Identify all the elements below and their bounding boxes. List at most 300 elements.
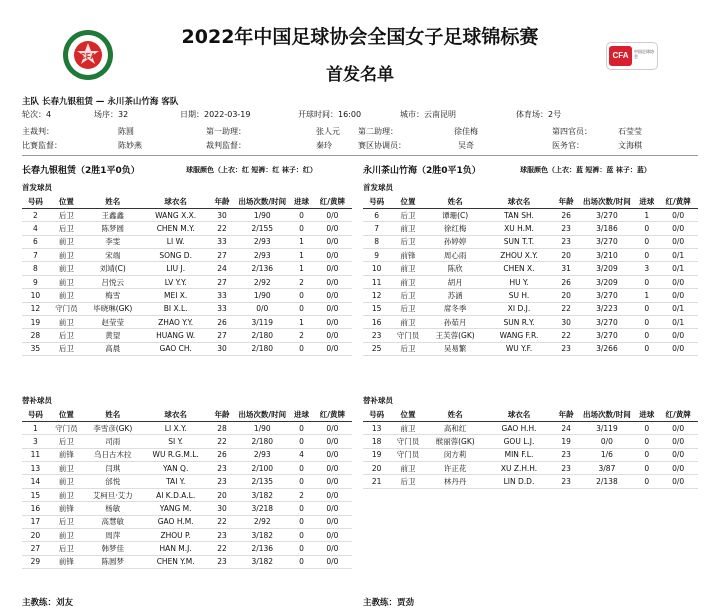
table-cell: 前卫 [49,249,84,262]
table-cell: 0/0 [658,235,698,248]
table-cell: CHEN M.Y. [142,222,210,235]
table-cell: 0/0 [313,502,352,515]
table-cell: 0/0 [313,421,352,434]
table-cell: 0/0 [658,208,698,221]
table-cell: 后卫 [49,222,84,235]
table-cell: 后卫 [49,329,84,342]
table-cell: 0 [290,475,313,488]
table-header-row [22,195,352,208]
table-cell: 11 [363,275,390,288]
table-cell: 19 [22,316,49,329]
column-header: 出场次数/时间 [579,408,636,421]
table-row [22,435,352,448]
table-cell: 0 [635,462,658,475]
table-cell: GAO H.H. [484,421,553,434]
table-cell: 21 [363,475,390,488]
table-cell: 22 [210,222,235,235]
table-cell: 3/186 [579,222,636,235]
table-row [363,342,698,355]
table-cell: 周萍 [84,529,142,542]
match-teams: 主队 长春九银租赁 — 永川茶山竹海 客队 [22,97,179,107]
column-header: 号码 [363,408,390,421]
page-subtitle: 首发名单 [326,65,394,85]
table-cell: 0 [290,555,313,568]
table-cell: 0 [635,475,658,488]
column-header: 姓名 [426,408,485,421]
table-cell: 吕悦云 [84,275,142,288]
home-team-colors: 球服颜色（上衣：红 短裤：红 袜子：红） [186,166,317,174]
table-cell: 吴易繁 [426,342,485,355]
table-cell: 谭珊(C) [426,208,485,221]
table-cell: WANG X.X. [142,208,210,221]
table-cell: 3/182 [234,555,290,568]
table-cell: 孙婷婷 [426,235,485,248]
table-cell: 2/138 [579,475,636,488]
table-row [363,275,698,288]
table-cell: 乌日古木拉 [84,448,142,461]
table-cell: 王鑫鑫 [84,208,142,221]
table-cell: MIN F.L. [484,448,553,461]
table-cell: 陈梦圆 [84,222,142,235]
table-cell: WU Y.F. [484,342,553,355]
table-cell: SUN R.Y. [484,316,553,329]
table-cell: 0/0 [313,529,352,542]
away-starters-table [363,195,698,356]
table-cell: 22 [210,515,235,528]
table-cell: YAN Q. [142,462,210,475]
table-cell: 前锋 [49,448,84,461]
table-cell: 2 [22,208,49,221]
table-cell: 周心雨 [426,249,485,262]
table-row [22,542,352,555]
table-cell: 0/0 [313,208,352,221]
table-cell: 前卫 [390,316,426,329]
table-cell: 前卫 [49,289,84,302]
table-cell: 守门员 [390,329,426,342]
table-cell: 3/182 [234,529,290,542]
kickoff: 开球时间：16:00 [298,110,362,119]
table-cell: 0/0 [313,342,352,355]
table-cell: 前卫 [390,275,426,288]
table-cell: 3/270 [579,329,636,342]
table-cell: XU Z.H.H. [484,462,553,475]
table-cell: 27 [210,249,235,262]
table-row [22,249,352,262]
table-cell: 22 [554,329,579,342]
table-cell: 后卫 [390,475,426,488]
away-subs-table [363,408,698,489]
table-row [363,462,698,475]
home-team-name: 长春九银租赁（2胜1平0负） [22,166,140,176]
table-cell: 1/90 [234,421,290,434]
table-cell: 15 [22,488,49,501]
table-cell: 后卫 [49,208,84,221]
table-cell: 30 [210,342,235,355]
column-header: 姓名 [426,195,485,208]
table-row [22,555,352,568]
table-cell: 6 [363,208,390,221]
table-cell: 0/0 [658,275,698,288]
table-cell: ZHOU X.Y. [484,249,553,262]
table-cell: 0/0 [313,448,352,461]
table-row [22,222,352,235]
column-header: 红/黄牌 [658,195,698,208]
table-cell: 高慧敏 [84,515,142,528]
table-row [22,208,352,221]
table-cell: 1 [635,208,658,221]
table-cell: AI K.D.A.L. [142,488,210,501]
column-header: 年龄 [554,408,579,421]
table-row [363,475,698,488]
table-cell: 3/210 [579,249,636,262]
table-cell: 0 [635,421,658,434]
table-cell: 24 [554,421,579,434]
table-cell: 30 [210,208,235,221]
table-cell: 2/92 [234,275,290,288]
table-cell: 李雪彦(GK) [84,421,142,434]
round: 轮次：4 [22,110,52,119]
table-cell: 艾柯旦·艾力 [84,488,142,501]
table-cell: 19 [554,435,579,448]
table-cell: 23 [554,475,579,488]
table-cell: 陈欣 [426,262,485,275]
table-cell: 2/100 [234,462,290,475]
table-cell: 31 [554,262,579,275]
table-cell: 梅雪 [84,289,142,302]
table-cell: 李雯 [84,235,142,248]
table-cell: 0/0 [658,222,698,235]
table-cell: 2 [290,275,313,288]
table-cell: 7 [22,249,49,262]
column-header: 球衣名 [484,195,553,208]
table-cell: 0 [290,435,313,448]
table-cell: 15 [363,302,390,315]
table-cell: 许正花 [426,462,485,475]
table-row [363,316,698,329]
table-cell: 前卫 [49,529,84,542]
table-cell: 0/0 [658,462,698,475]
table-cell: 7 [363,222,390,235]
field-order: 场序：32 [94,110,129,119]
table-cell: 毕晓琳(GK) [84,302,142,315]
table-cell: 孙茹月 [426,316,485,329]
table-row [22,342,352,355]
table-cell: 1/90 [234,208,290,221]
table-cell: 0 [290,421,313,434]
cfa-brand-logo: CFA 中国足球协会 [606,42,658,70]
table-cell: GAO H.M. [142,515,210,528]
table-cell: 9 [363,249,390,262]
header [0,0,720,92]
table-cell: CHEN X. [484,262,553,275]
table-cell: 0/0 [313,515,352,528]
table-cell: SU H. [484,289,553,302]
table-cell: 0 [290,222,313,235]
table-cell: 高和红 [426,421,485,434]
table-cell: 闫琪 [84,462,142,475]
officials-row-2: 比赛监督： 陈妙燕 裁判监督： 秦玲 赛区协调员： 吴奇 医务官： 文海棋 [22,141,642,150]
column-header: 姓名 [84,408,142,421]
table-cell: TAN SH. [484,208,553,221]
table-cell: LI X.Y. [142,421,210,434]
away-subs-label: 替补球员 [363,396,393,405]
table-row [22,316,352,329]
table-row [22,275,352,288]
table-cell: 26 [554,275,579,288]
table-row [363,421,698,434]
table-cell: 0 [635,302,658,315]
table-cell: 1 [635,289,658,302]
table-cell: 23 [363,329,390,342]
table-cell: 1 [290,316,313,329]
table-cell: 2/136 [234,262,290,275]
home-starters-label: 首发球员 [22,183,52,192]
table-cell: 前卫 [390,222,426,235]
table-cell: 3/270 [579,208,636,221]
table-cell: 杨敏 [84,502,142,515]
table-cell: HUANG W. [142,329,210,342]
away-coach: 主教练：贾劲 [363,598,415,608]
table-cell: 前锋 [390,249,426,262]
table-cell: 司雨 [84,435,142,448]
table-cell: 0 [635,448,658,461]
table-cell: HAN M.J. [142,542,210,555]
table-cell: 0/0 [658,448,698,461]
table-cell: 0 [635,329,658,342]
table-cell: LI W. [142,235,210,248]
home-starters-table [22,195,352,356]
table-cell: 守门员 [49,421,84,434]
table-cell: 11 [22,448,49,461]
table-cell: 27 [210,329,235,342]
column-header: 进球 [635,195,658,208]
table-cell: 30 [210,502,235,515]
table-cell: XI D.J. [484,302,553,315]
table-cell: 23 [210,555,235,568]
table-cell: 陈圆梦 [84,555,142,568]
table-cell: 守门员 [390,435,426,448]
table-cell: 2/136 [234,542,290,555]
table-row [22,515,352,528]
table-cell: 0/1 [658,302,698,315]
table-cell: 0 [635,435,658,448]
table-cell: 2/93 [234,235,290,248]
table-cell: 9 [22,275,49,288]
table-cell: 23 [554,342,579,355]
table-cell: 0/0 [313,249,352,262]
table-cell: 后卫 [390,342,426,355]
table-cell: 2/135 [234,475,290,488]
table-row [363,435,698,448]
date: 日期：2022-03-19 [180,110,251,119]
table-cell: 23 [210,475,235,488]
table-cell: 3/209 [579,275,636,288]
table-cell: 胡月 [426,275,485,288]
table-cell: 0 [290,515,313,528]
table-cell: 0/0 [658,289,698,302]
table-cell: 0 [290,342,313,355]
table-cell: 前锋 [49,555,84,568]
table-cell: 王芙蓉(GK) [426,329,485,342]
table-cell: 高晨 [84,342,142,355]
table-cell: 前卫 [390,462,426,475]
table-cell: 22 [554,302,579,315]
table-cell: XU H.M. [484,222,553,235]
table-cell: 13 [22,462,49,475]
column-header: 红/黄牌 [658,408,698,421]
table-cell: 33 [210,289,235,302]
table-cell: 0/1 [658,249,698,262]
table-cell: 0 [290,462,313,475]
table-cell: 8 [363,235,390,248]
table-cell: 10 [363,262,390,275]
table-cell: 0/0 [313,542,352,555]
table-row [22,329,352,342]
table-cell: 1 [290,262,313,275]
column-header: 位置 [49,408,84,421]
table-cell: 0 [635,235,658,248]
table-cell: 0/0 [313,316,352,329]
table-cell: 19 [363,448,390,461]
table-cell: LIU J. [142,262,210,275]
table-cell: 后卫 [49,542,84,555]
table-cell: 后卫 [390,302,426,315]
table-cell: 席冬季 [426,302,485,315]
table-cell: 徐红梅 [426,222,485,235]
table-cell: 20 [210,488,235,501]
column-header: 进球 [290,195,313,208]
column-header: 位置 [49,195,84,208]
table-cell: 0/1 [658,316,698,329]
table-cell: 前卫 [49,462,84,475]
table-cell: 1 [290,235,313,248]
table-cell: 23 [554,222,579,235]
table-cell: 2/180 [234,342,290,355]
table-cell: 0/0 [313,302,352,315]
table-cell: 0 [290,302,313,315]
table-cell: 0/0 [313,235,352,248]
table-cell: 3 [635,262,658,275]
table-cell: 28 [22,329,49,342]
table-row [22,488,352,501]
table-cell: 4 [290,448,313,461]
away-starters-label: 首发球员 [363,183,393,192]
table-cell: 23 [554,235,579,248]
table-cell: 10 [22,289,49,302]
table-cell: YANG M. [142,502,210,515]
table-cell: 前卫 [49,275,84,288]
table-row [363,289,698,302]
away-team-name: 永川茶山竹海（2胜0平1负） [363,166,481,176]
page-title: 2022年中国足球协会全国女子足球锦标赛 [181,26,539,48]
table-cell: 3/270 [579,235,636,248]
table-cell: 3/266 [579,342,636,355]
column-header: 位置 [390,195,426,208]
table-cell: 3/119 [234,316,290,329]
table-cell: LIN D.D. [484,475,553,488]
table-cell: ZHAO Y.Y. [142,316,210,329]
table-cell: 苏涵 [426,289,485,302]
table-cell: 23 [554,448,579,461]
officials-row-1: 主裁判： 陈圆 第一助理： 张人元 第二助理： 徐佳梅 第四官员： 石莹莹 [22,127,642,136]
table-cell: 闵方莉 [426,448,485,461]
column-header: 年龄 [554,195,579,208]
table-row [363,262,698,275]
table-cell: 20 [554,249,579,262]
table-cell: 0 [290,542,313,555]
table-cell: 赵莹莹 [84,316,142,329]
home-coach: 主教练：刘友 [22,598,74,608]
table-cell: MEI X. [142,289,210,302]
table-cell: 缑丽蓉(GK) [426,435,485,448]
table-cell: 0/0 [313,475,352,488]
table-cell: 后卫 [390,289,426,302]
column-header: 年龄 [210,408,235,421]
table-cell: 3/209 [579,262,636,275]
table-cell: 12 [363,289,390,302]
table-cell: SUN T.T. [484,235,553,248]
table-cell: 20 [554,289,579,302]
table-cell: 14 [22,475,49,488]
table-header-row [363,195,698,208]
table-cell: 22 [210,435,235,448]
table-cell: 0/0 [313,262,352,275]
table-cell: 前卫 [390,421,426,434]
table-cell: 守门员 [390,448,426,461]
table-row [22,302,352,315]
table-cell: 28 [210,421,235,434]
column-header: 球衣名 [142,408,210,421]
table-cell: GOU L.J. [484,435,553,448]
table-cell: 27 [22,542,49,555]
table-cell: 前卫 [49,316,84,329]
table-cell: 13 [363,421,390,434]
table-cell: 3/182 [234,488,290,501]
table-cell: 3 [22,435,49,448]
table-cell: 2 [290,488,313,501]
table-cell: 后卫 [49,342,84,355]
column-header: 进球 [290,408,313,421]
table-cell: 23 [554,462,579,475]
table-cell: 3/223 [579,302,636,315]
table-cell: 33 [210,302,235,315]
table-row [22,289,352,302]
match-info-row [22,109,702,121]
column-header: 出场次数/时间 [579,195,636,208]
table-row [22,529,352,542]
table-cell: 3/270 [579,316,636,329]
table-cell: 0 [290,289,313,302]
table-cell: 3/270 [579,289,636,302]
table-cell: 前卫 [49,262,84,275]
table-cell: 后卫 [390,208,426,221]
table-cell: ZHOU P. [142,529,210,542]
table-cell: 刘靖(C) [84,262,142,275]
column-header: 红/黄牌 [313,195,352,208]
table-row [22,448,352,461]
table-cell: 0 [290,502,313,515]
table-cell: 26 [554,208,579,221]
table-cell: 0/1 [658,262,698,275]
table-row [22,235,352,248]
table-cell: 前锋 [49,502,84,515]
table-cell: 3/119 [579,421,636,434]
table-cell: 邰悦 [84,475,142,488]
home-subs-label: 替补球员 [22,396,52,405]
table-row [363,235,698,248]
table-cell: SI Y. [142,435,210,448]
table-row [363,448,698,461]
